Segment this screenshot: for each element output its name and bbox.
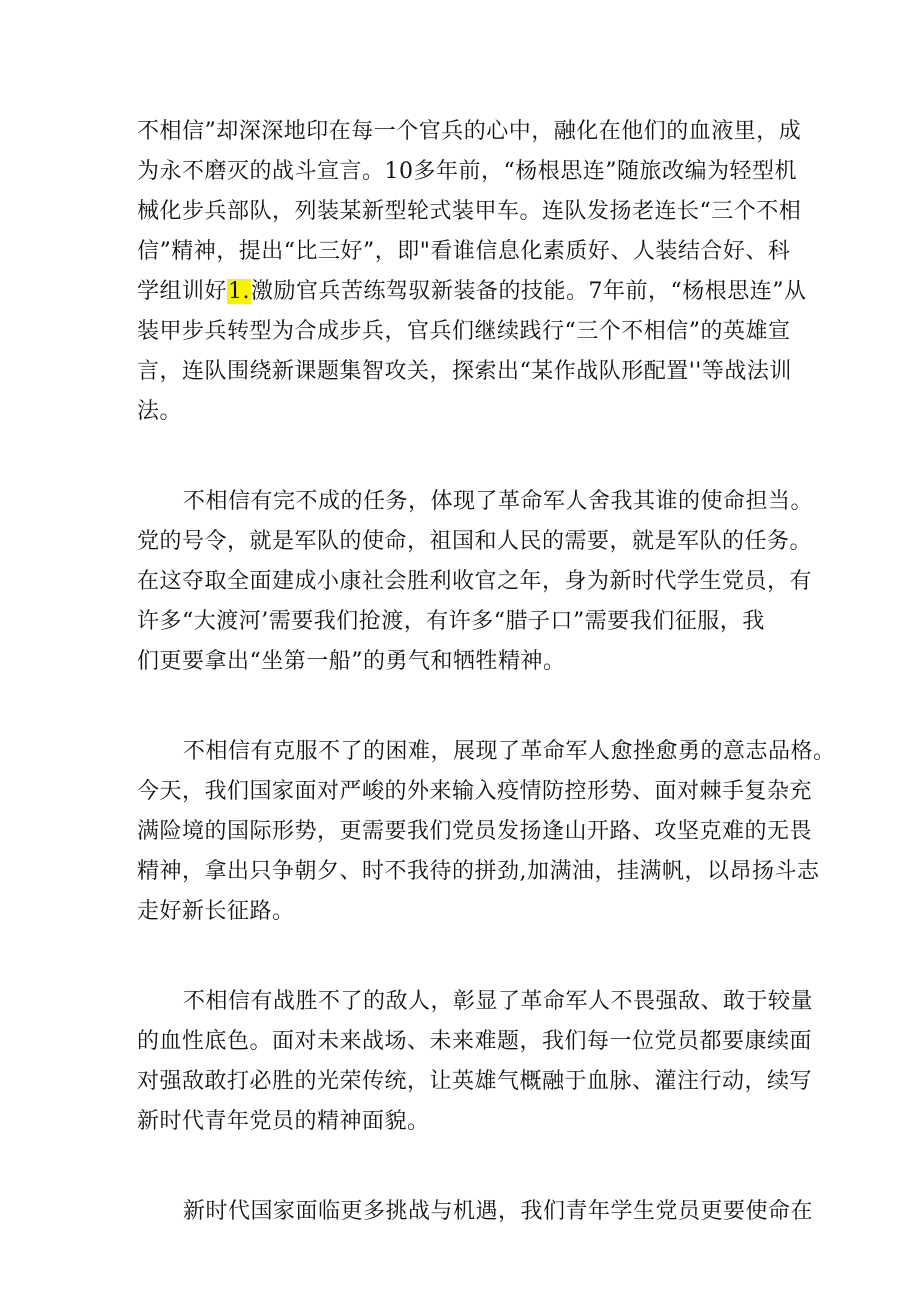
paragraph-gap [137,432,797,482]
text-line: 在这夺取全面建成小康社会胜利收官之年，身为新时代学生党员，有 [137,569,813,594]
highlighted-marker: 1. [228,279,251,304]
text-line: 不相信有战胜不了的敌人，彰显了革命军人不畏强敌、敢于较量 [183,989,814,1014]
text-line: 走好新长征路。 [137,899,295,924]
document-body [137,112,836,1232]
text-line: 不相信”却深深地印在每一个官兵的心中，融化在他们的血液里，成 [137,119,802,144]
paragraph-3 [137,732,836,932]
text-fragment: 学组训好 [137,279,228,304]
text-line: 精神，拿出只争朝夕、时不我待的拼劲,加满油，挂满帆，以昂扬斗志 [137,859,820,884]
paragraph-gap [137,932,797,982]
text-line: 今天，我们国家面对严峻的外来输入疫情防控形势、面对棘手复杂充 [137,779,813,804]
text-line: 法。 [137,399,183,424]
text-line: 新时代国家面临更多挑战与机遇，我们青年学生党员更要使命在 [183,1199,814,1224]
text-line: 对强敌敢打必胜的光荣传统，让英雄气概融于血脉、灌注行动，续写 [137,1069,813,1094]
text-line: 装甲步兵转型为合成步兵，官兵们继续践行“三个不相信”的英雄宣 [137,319,791,344]
paragraph-2 [137,482,814,682]
text-line: 械化步兵部队，列装某新型轮式装甲车。连队发扬老连长“三个不相 [137,199,802,224]
text-line: 的血性底色。面对未来战场、未来难题，我们每一位党员都要康续面 [137,1029,813,1054]
paragraph-gap [137,1142,797,1192]
text-line: 不相信有克服不了的困难，展现了革命军人愈挫愈勇的意志品格。 [183,739,836,764]
paragraph-4 [137,982,814,1142]
paragraph-gap [137,682,797,732]
text-line: 满险境的国际形势，更需要我们党员发扬逢山开路、攻坚克难的无畏 [137,819,813,844]
text-fragment: 激励官兵苦练驾驭新装备的技能。7年前，“杨根思连”从 [251,279,807,304]
paragraph-5 [137,1192,814,1232]
text-line-with-highlight [137,272,807,312]
text-line: 为永不磨灭的战斗宣言。10多年前，“杨根思连”随旅改编为轻型机 [137,159,797,184]
text-line: 言，连队围绕新课题集智攻关，探索出“某作战队形配置''等战法训 [137,359,792,384]
paragraph-1 [137,112,807,432]
text-line: 信”精神，提出“比三好”，即"看谁信息化素质好、人装结合好、科 [137,239,791,264]
text-line: 们更要拿出“坐第一船”的勇气和牺牲精神。 [137,649,566,674]
text-line: 许多“大渡河’需要我们抢渡，有许多“腊子口”需要我们征服，我 [137,609,765,634]
text-line: 不相信有完不成的任务，体现了革命军人舍我其谁的使命担当。 [183,489,814,514]
text-line: 新时代青年党员的精神面貌。 [137,1109,430,1134]
text-line: 党的号令，就是军队的使命，祖国和人民的需要，就是军队的任务。 [137,529,813,554]
